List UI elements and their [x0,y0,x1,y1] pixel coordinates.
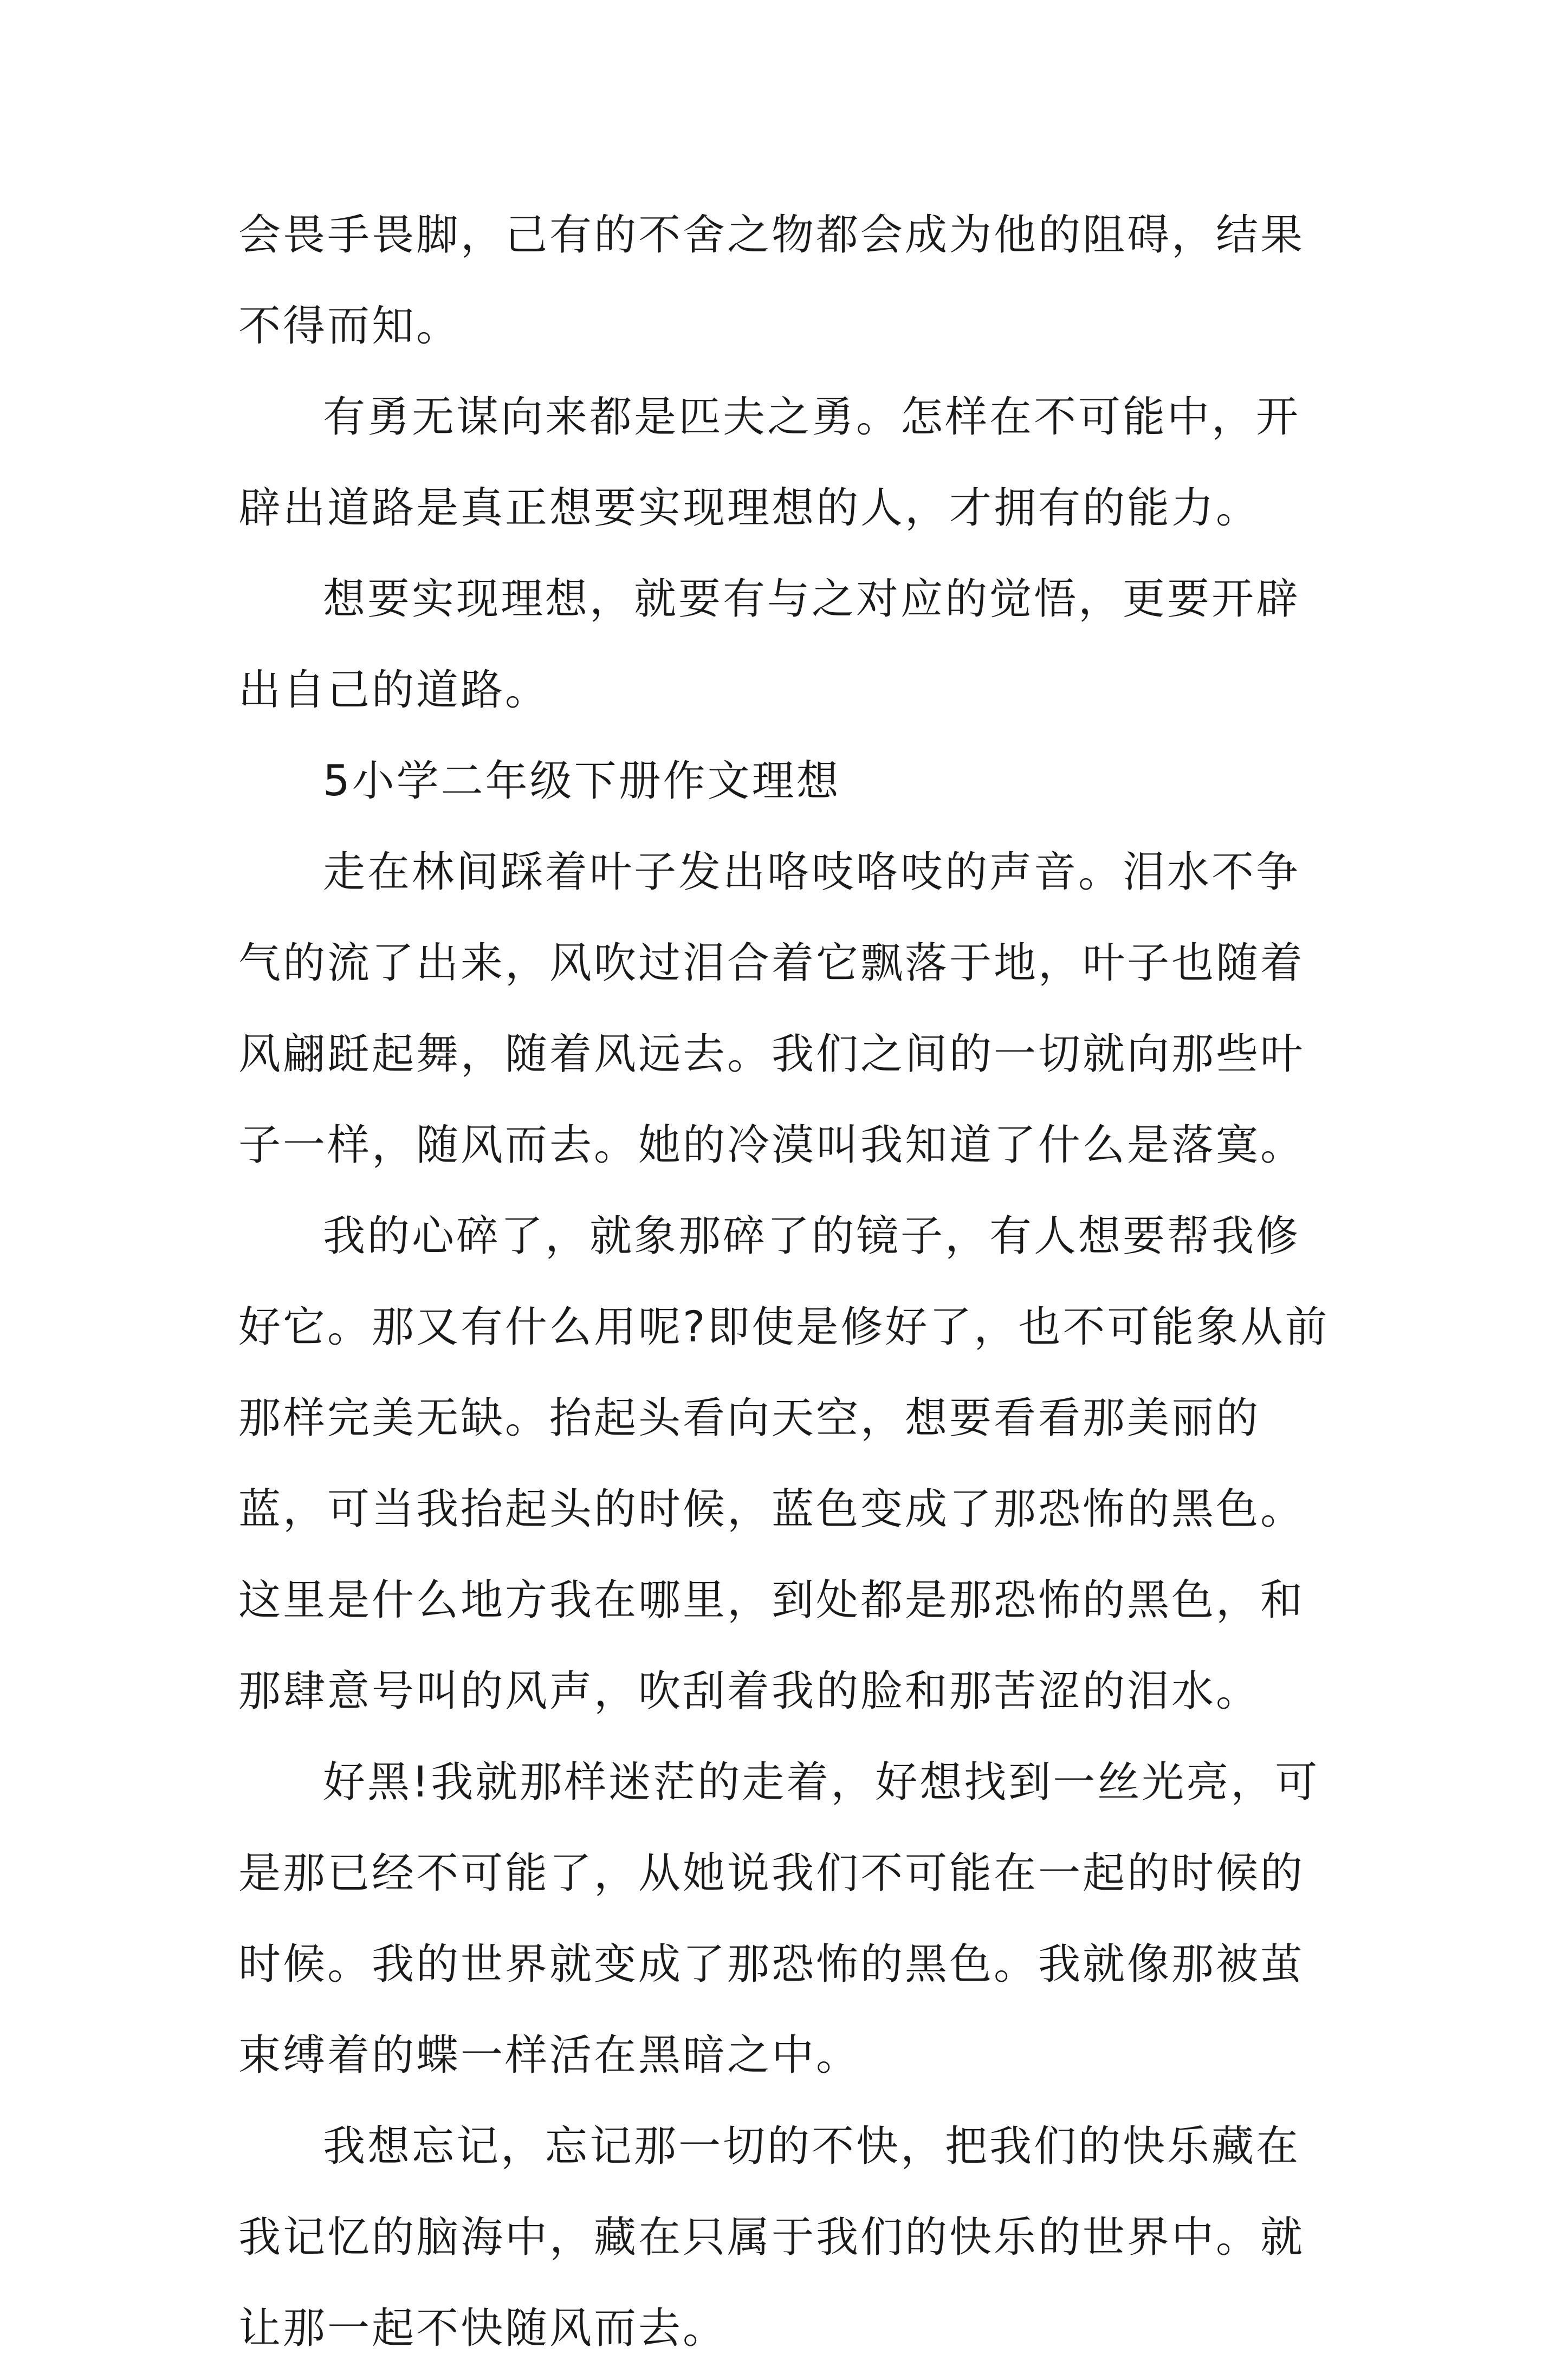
paragraph: 想要实现理想，就要有与之对应的觉悟，更要开辟出自己的道路。 [238,575,1301,715]
paragraph: 好黑!我就那样迷茫的走着，好想找到一丝光亮，可是那已经不可能了，从她说我们不可能在一起的时候的时候。我的世界就变成了那恐怖的黑色。我就像那被茧束缚着的蝶一样活在黑暗之中。 [238,1758,1320,2080]
document-body [238,190,1333,2374]
paragraph: 走在林间踩着叶子发出咯吱咯吱的声音。泪水不争气的流了出来，风吹过泪合着它飘落于地，叶子也随着风翩跹起舞，随着风远去。我们之间的一切就向那些叶子一样，随风而去。她的冷漠叫我知道了什么是落寞。 [238,848,1305,1170]
section-heading: 5小学二年级下册作文理想 [323,757,841,806]
paragraph: 会畏手畏脚，己有的不舍之物都会成为他的阻碍，结果不得而知。 [238,211,1305,351]
paragraph: 我的心碎了，就象那碎了的镜子，有人想要帮我修好它。那又有什么用呢?即使是修好了，也不可能象从前那样完美无缺。抬起头看向天空，想要看看那美丽的蓝，可当我抬起头的时候，蓝色变成了那恐怖的黑色。这里是什么地方我在哪里，到处都是那恐怖的黑色，和那肆意号叫的风声，吹刮着我的脸和那苦涩的泪水。 [238,1212,1330,1716]
paragraph: 我想忘记，忘记那一切的不快，把我们的快乐藏在我记忆的脑海中，藏在只属于我们的快乐的世界中。就让那一起不快随风而去。 [238,2122,1305,2353]
paragraph: 有勇无谋向来都是匹夫之勇。怎样在不可能中，开辟出道路是真正想要实现理想的人，才拥有的能力。 [238,393,1301,533]
